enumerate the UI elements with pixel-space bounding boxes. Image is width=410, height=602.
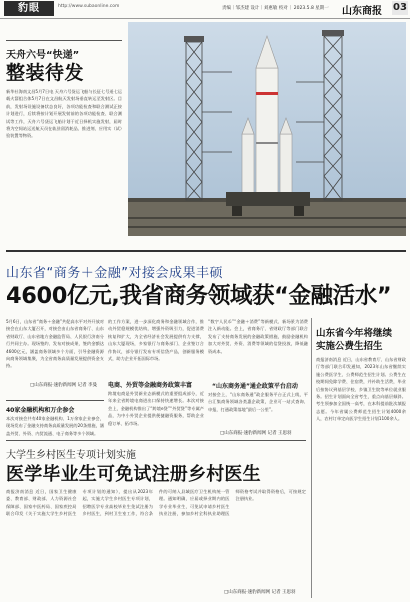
rocket-photo <box>128 22 406 236</box>
rocket-launch-tower-image <box>128 22 406 236</box>
signature: □山东商报·速豹新闻网 记者 王思羽 <box>224 590 296 595</box>
shenzhou-headline: 整装待发 <box>6 62 85 84</box>
main-body-cooperation: 对接会上，“山东商务通”政企服务平台正式上线，平台汇集商务领域各类惠企政策，企业可一站式查询、申报，打通政策落地“最后一公里”。 <box>208 392 308 412</box>
subhead-cooperation: “山东商务通”通企政策平台启动 <box>212 383 298 390</box>
signature: □山东商报·速豹新闻网 记者 李曼 <box>30 383 98 388</box>
site-url: http://www.subaonline.com <box>58 4 120 9</box>
signature: □山东商报·速豹新闻网 记者 王思羽 <box>220 431 292 436</box>
main-body-trade: 跨境电商是外贸新业态新模式的重要组成部分，近年来全省跨境电商进出口保持快速增长。本次对接会上，金融机构推出了“跨境e贷”“外贸贷”等专属产品，为中小外贸企业提供便捷融资服务，帮助企业稳订单、拓市场。 <box>108 391 204 426</box>
subhead-subsidy: 40家金融机构和万企参会 <box>6 407 75 414</box>
main-body-col1: 5月6日，山东省“商务＋金融”共促高水平对外开放对接会在山东大厦召开，对接会由山东省商务厅、山东省财政厅、山东省地方金融监管局、人民银行济南分行共同主办。现场签约、发布对接成果，签约金额达4600亿元，涵盖商务领域多个方面，引导金融资源向商务领域集聚，为全省商务高质量发展提供资金支持。 <box>6 319 104 369</box>
section-logo: 豹眼 <box>4 1 54 16</box>
bottom-body: 商报济南消息 近日，国家卫生健康委、教育部、财政部、人力资源社会保障部、国家中医药局、国家疾控局联合印发《关于实施大学生乡村医生专项计划的通知》，提出从2023年起，实施大学生乡村医生专项计划，招聘医学专业高校毕业生免试注册为乡村医生，到村卫生室工作，符合条件的可纳入县域医疗卫生机构统一管理。通知明确，应届或择业期内的医学专业毕业生，可免试申请乡村医生执业注册，参加乡村全科执业助理医师资格考试并取得资格后，可按规定注册执业。 <box>6 489 306 517</box>
shenzhou-kicker: 天舟六号“快递” <box>6 50 80 61</box>
main-kicker: 山东省“商务＋金融”对接会成果丰硕 <box>6 266 223 281</box>
subhead-trade: 电商、外贸等金融商务政策丰富 <box>108 382 193 389</box>
main-body-subsidy: 本次对接会共有40家金融机构、1万余家企业参会，现场发布了金融支持商务高质量发展的20条措施，涵盖外贸、外资、内贸流通、电子商务等多个领域。 <box>6 416 104 436</box>
divider <box>6 250 406 252</box>
masthead <box>0 0 410 19</box>
page-info: 责编｜邹杰建 设计｜刘惠敏 校对｜ 2023.5.8 星期一 <box>222 6 329 11</box>
side-headline-line2: 实施公费生招生 <box>316 341 383 352</box>
side-headline-line1: 山东省今年将继续 <box>316 328 393 339</box>
side-body: 商报济南消息 近日，山东省教育厅、山东省财政厅等部门联合印发通知，2023年山东省继续实施公费医学生、公费师范生招生计划。公费生在校期间免除学费、住宿费，并补助生活费，毕业后按协议到基层学校、乡镇卫生院等单位就业服务。招生计划面向全省考生，重点向基层倾斜。考生须参加全国统一高考，在本科提前批次填报志愿。今年省属公费师范生招生计划4000余人，农村订单定向医学生招生计划1100余人。 <box>316 357 406 422</box>
divider <box>6 40 122 41</box>
main-body-col2: 的工作方案，进一步深化商务和金融领域合作，推动外贸稳规模优结构，增强外资吸引力，促进消费恢复和扩大，为全省经济社会发展提供有力支撑，山东大厦现场，多家银行与商务部门、企业签订合作协议，部分银行发布专项信贷产品，创新服务模式，助力企业开拓国际市场。 <box>108 319 204 362</box>
page-number: 03 <box>393 2 407 13</box>
divider <box>6 400 104 401</box>
main-headline: 4600亿元,我省商务领域获“金融活水” <box>6 283 392 309</box>
bottom-kicker: 大学生乡村医生专项计划实施 <box>6 450 136 461</box>
shenzhou-body: 新华社海南文昌5月7日电 天舟六号货运飞船与长征七号遥七运载火箭组合体5月7日在文昌航天发射场垂直转运至发射区。目前，发射场设施设备状态良好，各项功能检查和联合测试正按计划进行，后续将按计划开展发射前的各项功能检查、联合测试等工作，天舟六号货运飞船计划于近日择机实施发射，届时将为空间站运送航天员在轨驻留消耗品、推进剂、应用实（试）验装置等物资。 <box>6 89 122 139</box>
divider <box>6 440 306 441</box>
paper-name: 山东商报 <box>342 6 382 17</box>
main-body-col3: “数字人民币”“金融＋消费”等新模式、新场景为消费注入新动能。会上，省商务厅、省财政厅等部门联合发布了支持商务发展的金融政策措施，鼓励金融机构加大对外贸、外资、消费等领域的信贷投放，降低融资成本。 <box>208 319 308 354</box>
column-divider <box>311 318 312 598</box>
bottom-headline: 医学毕业生可免试注册乡村医生 <box>6 464 261 485</box>
